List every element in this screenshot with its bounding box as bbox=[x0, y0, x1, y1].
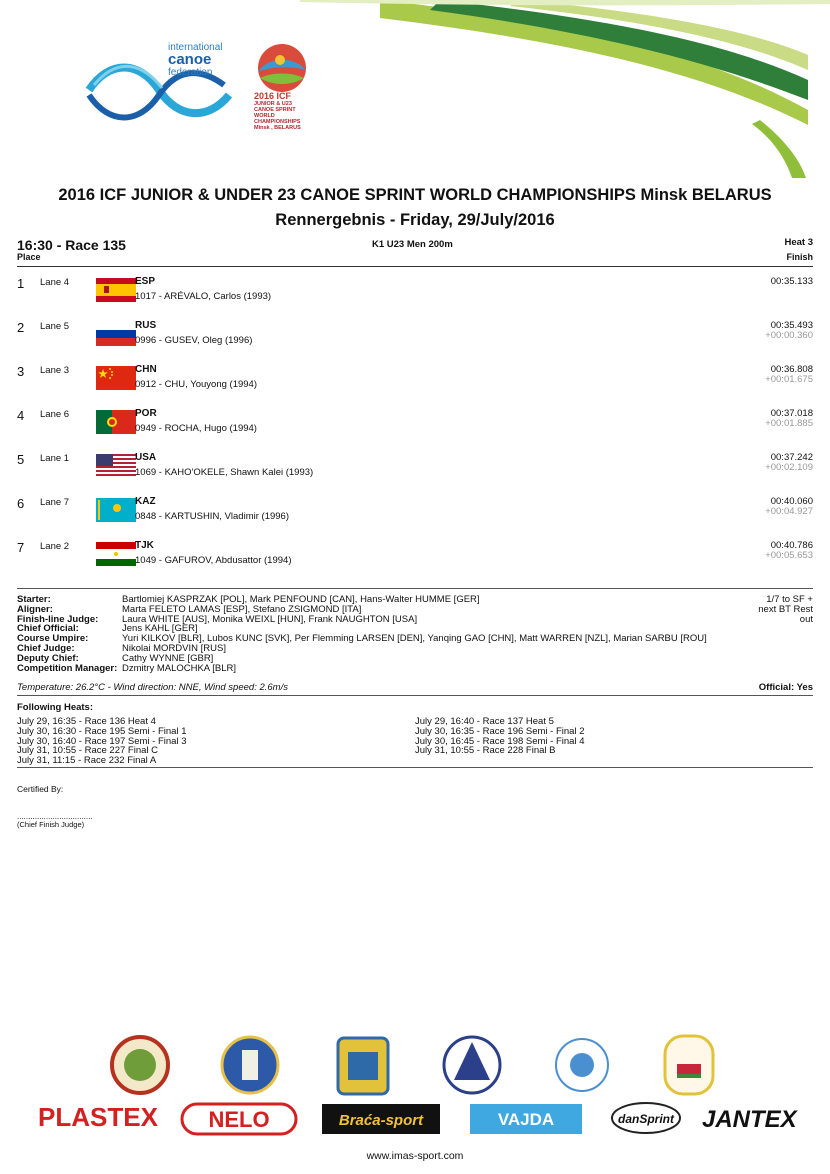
official-label: Chief Judge: bbox=[17, 642, 75, 654]
sponsor-text: PLASTEX bbox=[38, 1102, 158, 1132]
official-value: Laura WHITE [AUS], Monika WEIXL [HUN], Frank NAUGHTON [USA] bbox=[122, 613, 418, 625]
result-place: 2 bbox=[17, 320, 25, 335]
result-diff: +00:04.927 bbox=[765, 506, 813, 517]
official-label: Finish-line Judge: bbox=[17, 613, 99, 625]
emblem-1-icon bbox=[112, 1037, 168, 1093]
result-place: 3 bbox=[17, 364, 25, 379]
official-label: Competition Manager: bbox=[17, 662, 118, 674]
result-athlete: 1049 - GAFUROV, Abdusattor (1994) bbox=[135, 555, 292, 566]
emblem-2-icon bbox=[222, 1037, 278, 1093]
result-time: 00:35.133 bbox=[770, 276, 813, 287]
following-heats-right bbox=[415, 717, 585, 756]
result-lane: Lane 3 bbox=[40, 365, 70, 376]
heat-item: July 30, 16:40 - Race 197 Semi - Final 3 bbox=[17, 735, 187, 747]
vajda-logo bbox=[470, 1104, 582, 1134]
official-value: Marta FELETO LAMAS [ESP], Stefano ZSIGMOND [ITA] bbox=[122, 603, 362, 615]
finish-column-label: Finish bbox=[786, 252, 813, 262]
emblem-4-icon bbox=[444, 1037, 500, 1093]
result-diff: +00:01.675 bbox=[765, 374, 813, 385]
legend-line: out bbox=[799, 614, 813, 625]
official-label: Course Umpire: bbox=[17, 633, 89, 645]
result-lane: Lane 4 bbox=[40, 277, 70, 288]
result-time: 00:40.786 bbox=[770, 540, 813, 551]
result-athlete: 1017 - ARÉVALO, Carlos (1993) bbox=[135, 291, 272, 302]
dansprint-logo bbox=[612, 1103, 680, 1133]
result-place: 4 bbox=[17, 408, 25, 423]
officials-section bbox=[17, 588, 813, 673]
heat-item: July 29, 16:40 - Race 137 Heat 5 bbox=[415, 716, 554, 727]
result-time: 00:35.493 bbox=[770, 320, 813, 331]
result-lane: Lane 2 bbox=[40, 541, 70, 552]
china-flag-icon bbox=[96, 366, 136, 390]
heat-item: July 29, 16:35 - Race 136 Heat 4 bbox=[17, 716, 156, 727]
following-heats-title: Following Heats: bbox=[17, 702, 93, 713]
heat-item: July 30, 16:30 - Race 195 Semi - Final 1 bbox=[17, 725, 187, 737]
footer-url: www.imas-sport.com bbox=[366, 1150, 464, 1162]
result-time: 00:37.018 bbox=[770, 408, 813, 419]
sponsor-text: VAJDA bbox=[497, 1110, 555, 1129]
certified-label: Certified By: bbox=[17, 784, 64, 794]
usa-flag-icon bbox=[96, 454, 136, 478]
result-row bbox=[17, 540, 813, 584]
result-row bbox=[17, 408, 813, 452]
document-subtitle: Rennergebnis - Friday, 29/July/2016 bbox=[275, 211, 555, 229]
weather-info: Temperature: 26.2°C - Wind direction: NNE, Wind speed: 2.6m/s bbox=[17, 682, 288, 693]
result-country: USA bbox=[135, 452, 157, 463]
result-lane: Lane 1 bbox=[40, 453, 70, 464]
result-row bbox=[17, 452, 813, 496]
official-label: Deputy Chief: bbox=[17, 652, 79, 664]
official-label: Chief Official: bbox=[17, 623, 79, 635]
tajikistan-flag-icon bbox=[96, 542, 136, 566]
emblem-5-icon bbox=[556, 1039, 608, 1091]
spain-flag-icon bbox=[96, 278, 136, 302]
sponsor-text: NELO bbox=[208, 1107, 270, 1132]
result-country: KAZ bbox=[135, 496, 156, 507]
official-value: Bartlomiej KASPRZAK [POL], Mark PENFOUND [CAN], Hans-Walter HUMME [GER] bbox=[122, 594, 480, 605]
qualification-legend bbox=[758, 595, 813, 625]
result-row bbox=[17, 320, 813, 364]
braca-sport-logo bbox=[322, 1104, 440, 1134]
sponsor-emblems bbox=[0, 1030, 830, 1140]
result-country: ESP bbox=[135, 276, 156, 287]
sponsors-section bbox=[0, 1030, 830, 1140]
official-label: Starter: bbox=[17, 594, 51, 605]
result-athlete: 0996 - GUSEV, Oleg (1996) bbox=[135, 335, 253, 346]
official-value: Yuri KILKOV [BLR], Lubos KUNC [SVK], Per Flemming LARSEN [DEN], Yanqing GAO [CHN], Matt WARREN [NZL], Marian SARBU [ROU] bbox=[122, 633, 707, 645]
official-value: Cathy WYNNE [GBR] bbox=[122, 652, 214, 664]
official-row bbox=[17, 664, 813, 674]
result-country: TJK bbox=[135, 540, 154, 551]
kazakhstan-flag-icon bbox=[96, 498, 136, 522]
signature-role: (Chief Finish Judge) bbox=[17, 820, 85, 829]
result-row bbox=[17, 496, 813, 540]
result-time: 00:37.242 bbox=[770, 452, 813, 463]
result-row bbox=[17, 364, 813, 408]
result-athlete: 0848 - KARTUSHIN, Vladimir (1996) bbox=[135, 511, 289, 522]
emblem-6-icon bbox=[665, 1036, 713, 1094]
result-time: 00:36.808 bbox=[770, 364, 813, 375]
result-lane: Lane 7 bbox=[40, 497, 70, 508]
result-country: RUS bbox=[135, 320, 157, 331]
race-time: 16:30 - Race 135 bbox=[17, 237, 126, 253]
result-diff: +00:05.653 bbox=[765, 550, 813, 561]
heat-item: July 31, 10:55 - Race 227 Final C bbox=[17, 745, 158, 757]
sponsor-text: JANTEX bbox=[702, 1106, 797, 1133]
result-athlete: 0949 - ROCHA, Hugo (1994) bbox=[135, 423, 257, 434]
signature-line: .................................. bbox=[17, 812, 93, 821]
document-title: 2016 ICF JUNIOR & UNDER 23 CANOE SPRINT WORLD CHAMPIONSHIPS Minsk BELARUS bbox=[58, 186, 772, 204]
nelo-logo bbox=[182, 1104, 296, 1134]
heat-item: July 31, 11:15 - Race 232 Final A bbox=[17, 755, 157, 767]
result-place: 7 bbox=[17, 540, 25, 555]
result-athlete: 1069 - KAHO'OKELE, Shawn Kalei (1993) bbox=[135, 467, 314, 478]
heat-item: July 30, 16:45 - Race 198 Semi - Final 4 bbox=[415, 735, 585, 747]
jantex-logo bbox=[702, 1106, 799, 1133]
sponsor-text: Braća-sport bbox=[338, 1112, 424, 1129]
race-heat: Heat 3 bbox=[784, 237, 813, 248]
heat-item: July 30, 16:35 - Race 196 Semi - Final 2 bbox=[415, 725, 585, 737]
official-value: Nikolai MORDVIN [RUS] bbox=[122, 642, 226, 654]
result-time: 00:40.060 bbox=[770, 496, 813, 507]
legend-line: 1/7 to SF + bbox=[766, 594, 813, 605]
heat-item: July 31, 10:55 - Race 228 Final B bbox=[415, 745, 556, 757]
result-place: 6 bbox=[17, 496, 25, 511]
official-label: Aligner: bbox=[17, 603, 53, 615]
plastex-logo bbox=[38, 1102, 159, 1132]
legend-line: next BT Rest bbox=[758, 604, 813, 615]
official-value: Dzmitry MALOCHKA [BLR] bbox=[122, 662, 237, 674]
sponsor-text: danSprint bbox=[618, 1112, 674, 1126]
icf-logo-text: international canoe federation bbox=[168, 42, 223, 78]
race-event: K1 U23 Men 200m bbox=[372, 239, 453, 250]
following-heats-section bbox=[17, 695, 813, 768]
race-header bbox=[17, 237, 813, 267]
following-heats-left bbox=[17, 717, 187, 766]
portugal-flag-icon bbox=[96, 410, 136, 434]
result-lane: Lane 5 bbox=[40, 321, 70, 332]
result-athlete: 0912 - CHU, Youyong (1994) bbox=[135, 379, 257, 390]
result-diff: +00:02.109 bbox=[765, 462, 813, 473]
official-status: Official: Yes bbox=[758, 682, 813, 693]
result-country: CHN bbox=[135, 364, 157, 375]
russia-flag-icon bbox=[96, 322, 136, 346]
result-place: 5 bbox=[17, 452, 25, 467]
result-country: POR bbox=[135, 408, 157, 419]
place-column-label: Place bbox=[17, 252, 41, 262]
official-value: Jens KAHL [GER] bbox=[122, 623, 198, 635]
result-place: 1 bbox=[17, 276, 25, 291]
result-diff: +00:01.885 bbox=[765, 418, 813, 429]
result-lane: Lane 6 bbox=[40, 409, 70, 420]
event-logo-text: 2016 ICF JUNIOR & U23 CANOE SPRINT WORLD CHAMPIONSHIPS Minsk , BELARUS bbox=[254, 91, 301, 131]
result-diff: +00:00.360 bbox=[765, 330, 813, 341]
result-row bbox=[17, 276, 813, 320]
emblem-3-icon bbox=[338, 1038, 388, 1094]
